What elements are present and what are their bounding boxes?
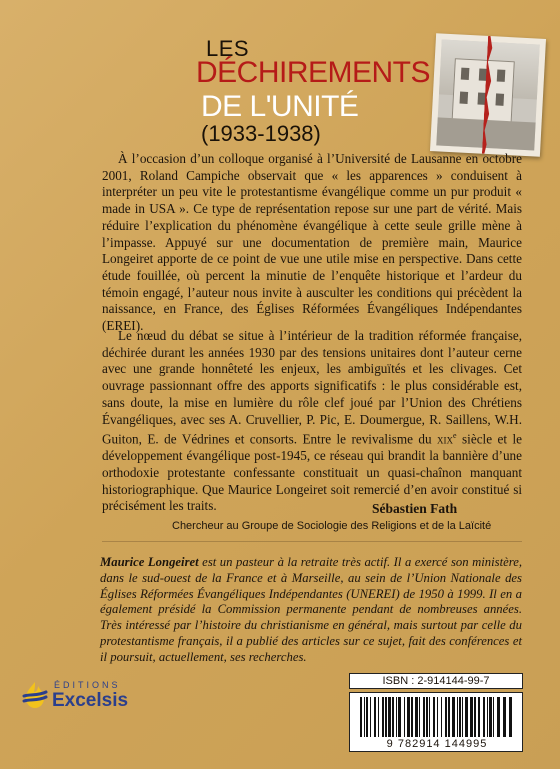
barcode-bar <box>404 697 405 737</box>
publisher-name: Excelsis <box>52 690 129 711</box>
barcode-bar <box>478 697 480 737</box>
barcode-bar <box>388 697 391 737</box>
barcode-bar <box>452 697 455 737</box>
barcode-bar <box>470 697 473 737</box>
barcode-bar <box>437 697 438 737</box>
title-les: LES <box>206 36 250 61</box>
barcode-bar <box>509 697 512 737</box>
publisher-logo <box>20 678 170 718</box>
barcode-bar <box>382 697 384 737</box>
barcode-bar <box>483 697 485 737</box>
author-bio: Maurice Longeiret est un pasteur à la retraite très actif. Il a exercé son ministère, dans le sud-ouest de la France et à Marseille, au sein de l’Union Nationale des Églises Réformées Évangéliques Indépendantes (UNEREI) de 1950 à 1999. Il en a également présidé la Commission permanente pendant de nombreuses années. Très intéressé par l’histoire du christianisme en général, mais surtout par celle du protestantisme français, il a publié des articles sur ce sujet, fait des conférences et il poursuit, actuellement, ses recherches. <box>100 555 523 664</box>
torn-photo <box>430 33 546 157</box>
flame-logo-icon <box>20 680 50 710</box>
barcode-digits: 9 782914 144995 <box>386 738 488 750</box>
intro-paragraph: À l’occasion d’un colloque organisé à l’Université de Lausanne en octobre 2001, Roland Campiche observait que « les apparences » conduisent à interpréter un peu vite le protestantisme évangélique comme un pur produit « made in USA ». Ce type de représentation repose sur une part de vérité. Mais réduire l’explication du phénomène évangélique à cette seule grille mène à l’impasse. Appuyé sur une documentation de première main, Maurice Longeiret apporte de ce point de vue une utile mise en perspective. Dans cette étude fouillée, où percent la minutie de l’enquête historique et l’ardeur du témoin engagé, l’auteur nous invite à ausculter les conditions qui précèdent la naissance, en France, des Églises Réformées Évangéliques Indépendantes (EREI). <box>102 151 522 334</box>
divider <box>102 541 522 542</box>
title-dechirements: DÉCHIREMENTS <box>196 56 431 89</box>
barcode-bar <box>445 697 447 737</box>
barcode-bar <box>364 697 365 737</box>
barcode-bar <box>487 697 488 737</box>
barcode-bar <box>474 697 476 737</box>
signature-role: Chercheur au Groupe de Sociologie des Religions et de la Laïcité <box>172 520 492 532</box>
barcode-bar <box>448 697 450 737</box>
isbn-label: ISBN : 2-914144-99-7 <box>349 673 523 689</box>
barcode-bar <box>360 697 362 737</box>
barcode-bar <box>378 697 379 737</box>
second-paragraph: Le nœud du débat se situe à l’intérieur de la tradition réformée française, déchirée durant les années 1930 par des tensions unitaires dont l’auteur cerne avec une grande honnêteté les enjeux, les ambiguïtés et les clivages. Cet ouvrage passionnant offre des apports significatifs : le plus considérable est, sans doute, la mise en lumière du rôle clef joué par l’Union des Chrétiens Évangéliques, avec ses A. Cruvellier, P. Pic, E. Doumergue, R. Saillens, W.H. Guiton, E. de Védrines et consorts. Entre le revivalisme du xix$^e$ siècle et le développement évangélique post-1945, ce réseau qui brandit la bannière d’une orthodoxie protestante confessante constituait un quasi-chaînon manquant historiographique. Que Maurice Longeiret soit remercié d’en avoir constitué si précisément les traits. <box>102 328 522 514</box>
barcode-bar <box>370 697 371 737</box>
barcode-bar <box>493 697 494 737</box>
title-years: (1933-1938) <box>201 121 321 146</box>
barcode-bar <box>433 697 435 737</box>
barcode-bar <box>497 697 500 737</box>
publisher-label: ÉDITIONS <box>54 680 121 690</box>
barcode-bar <box>366 697 368 737</box>
barcode-bar <box>374 697 376 737</box>
barcode-bar <box>489 697 492 737</box>
barcode-bar <box>465 697 468 737</box>
barcode-bar <box>423 697 425 737</box>
signature-name: Sébastien Fath <box>372 501 458 516</box>
barcode-bar <box>411 697 413 737</box>
barcode-bar <box>385 697 387 737</box>
barcode-bar <box>426 697 428 737</box>
barcode-bar <box>419 697 420 737</box>
title-unite: DE L'UNITÉ <box>201 90 359 123</box>
barcode-bar <box>459 697 461 737</box>
barcode-bar <box>392 697 394 737</box>
barcode-bar <box>503 697 506 737</box>
barcode <box>349 692 523 752</box>
barcode-bar <box>407 697 410 737</box>
barcode-bar <box>441 697 442 737</box>
barcode-bar <box>462 697 463 737</box>
barcode-bar <box>398 697 401 737</box>
barcode-bar <box>415 697 418 737</box>
building-image <box>452 58 515 123</box>
barcode-bar <box>457 697 458 737</box>
barcode-bar <box>429 697 430 737</box>
bio-author: Maurice Longeiret <box>100 555 199 569</box>
barcode-bars <box>358 697 516 737</box>
barcode-bar <box>396 697 397 737</box>
